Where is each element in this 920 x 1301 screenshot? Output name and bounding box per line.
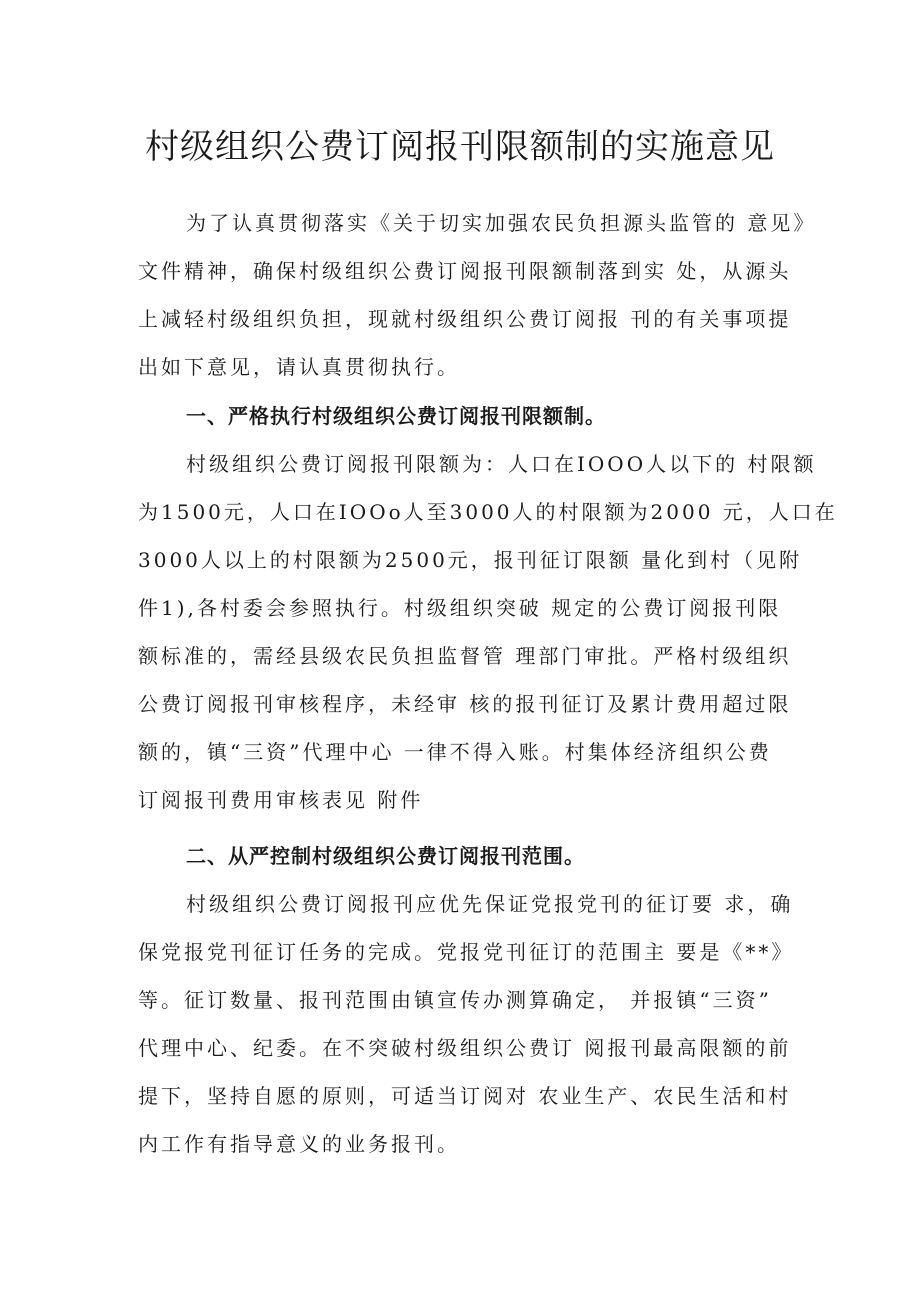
section-1-line-3: 3000人以上的村限额为2500元，报刊征订限额 量化到村（见附 [138,548,803,572]
section-1-line-5: 额标准的，需经县级农民负担监督管 理部门审批。严格村级组织 [138,644,792,668]
section-1-line-2: 为1500元，人口在IOOo人至3000人的村限额为2000 元，人口在 [138,500,838,524]
intro-line-1: 为了认真贯彻落实《关于切实加强农民负担源头监管的 意见》 [186,211,817,235]
intro-line-4: 出如下意见，请认真贯彻执行。 [138,355,460,379]
section-2-line-3: 等。征订数量、报刊范围由镇宣传办测算确定， 并报镇“三资” [138,988,772,1012]
document-title: 村级组织公费订阅报刊限额制的实施意见 [145,127,775,167]
section-1-line-4: 件1),各村委会参照执行。村级组织突破 规定的公费订阅报刊限 [138,596,782,620]
intro-line-2: 文件精神，确保村级组织公费订阅报刊限额制落到实 处，从源头 [138,259,792,283]
section-2-line-5: 提下，坚持自愿的原则，可适当订阅对 农业生产、农民生活和村 [138,1084,792,1108]
section-2-line-4: 代理中心、纪委。在不突破村级组织公费订 阅报刊最高限额的前 [138,1036,792,1060]
section-2-line-1: 村级组织公费订阅报刊应优先保证党报党刊的征订要 求，确 [186,892,794,916]
section-1-line-7: 额的，镇“三资”代理中心 一律不得入账。村集体经济组织公费 [138,740,772,764]
section-1-line-1: 村级组织公费订阅报刊限额为：人口在IOOO人以下的 村限额 [186,452,817,476]
section-1-heading: 一、严格执行村级组织公费订阅报刊限额制。 [186,404,606,428]
section-2-heading: 二、从严控制村级组织公费订阅报刊范围。 [186,844,585,868]
section-1-line-6: 公费订阅报刊审核程序，未经审 核的报刊征订及累计费用超过限 [138,692,792,716]
section-1-line-8: 订阅报刊费用审核表见 附件 [138,788,424,812]
intro-line-3: 上减轻村级组织负担，现就村级组织公费订阅报 刊的有关事项提 [138,307,792,331]
section-2-line-6: 内工作有指导意义的业务报刊。 [138,1132,460,1156]
section-2-line-2: 保党报党刊征订任务的完成。党报党刊征订的范围主 要是《**》 [138,940,795,964]
